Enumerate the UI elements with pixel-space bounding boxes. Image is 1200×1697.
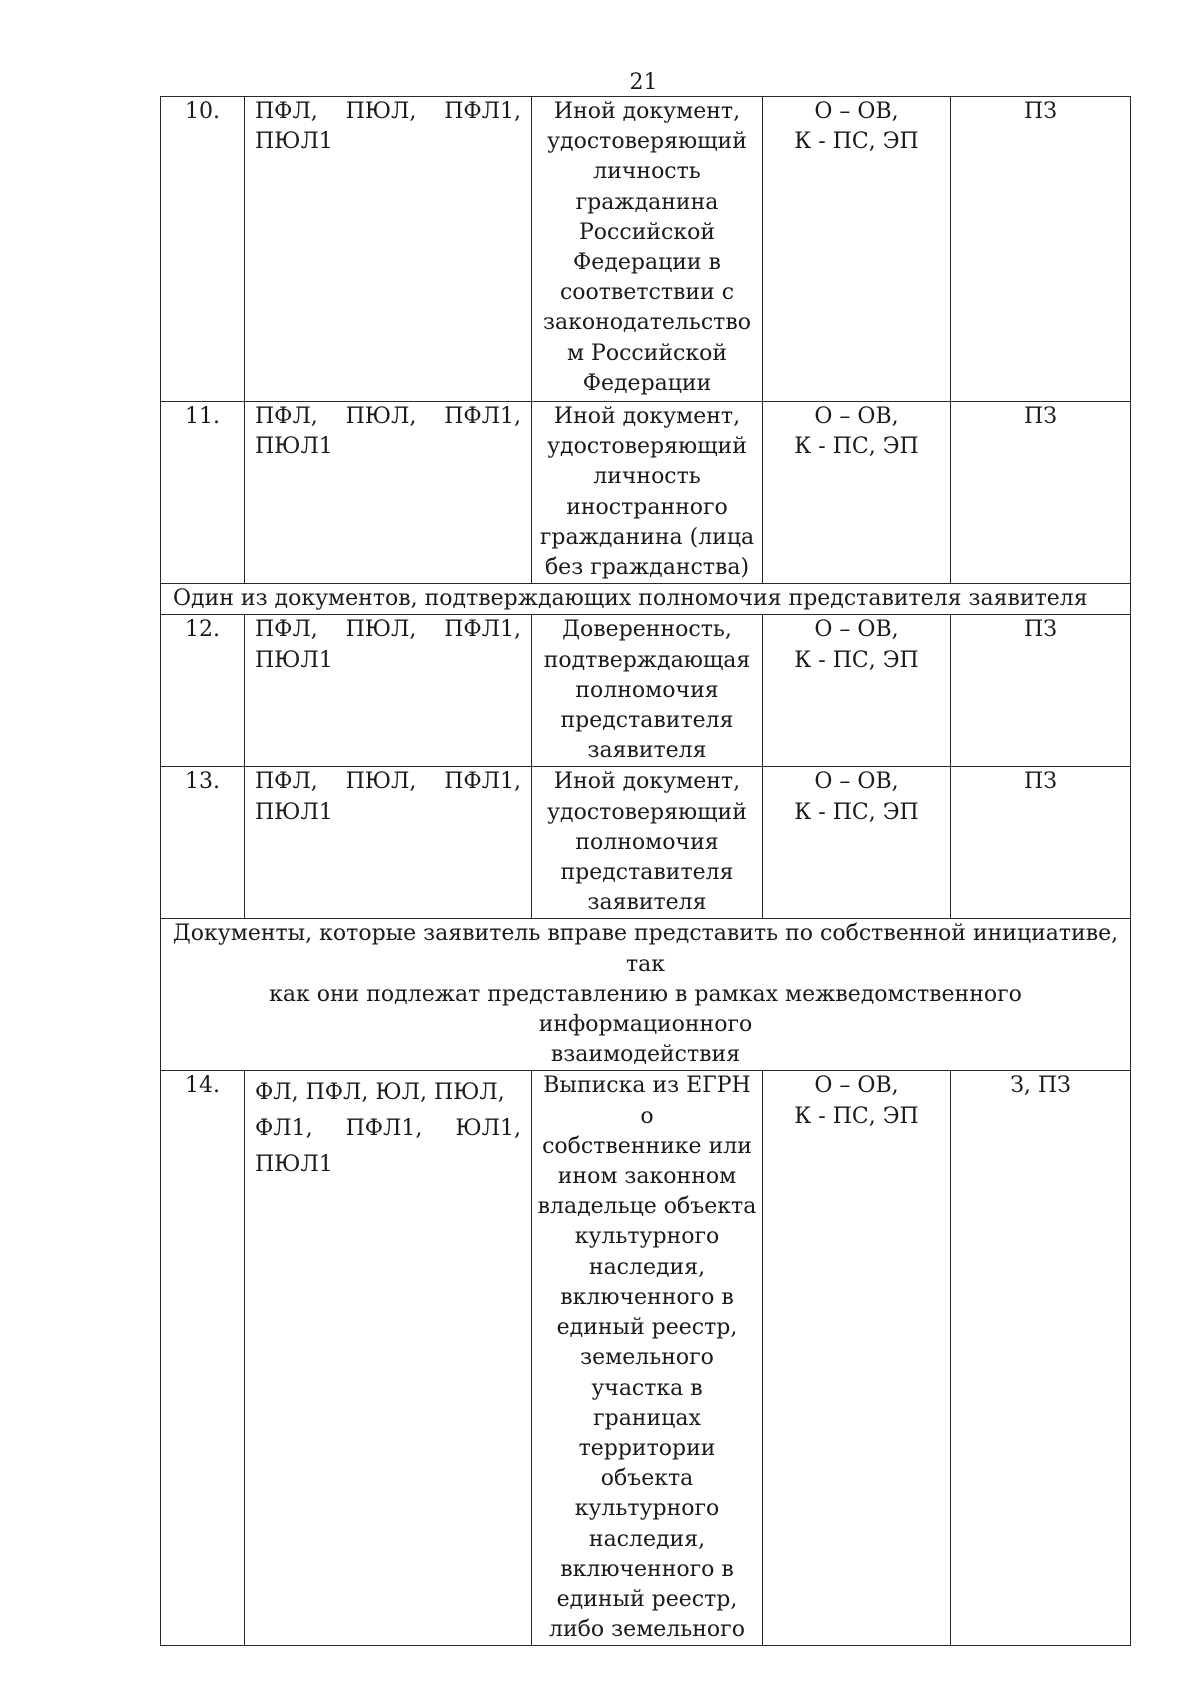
applicant: ЮЛ1,: [455, 1116, 521, 1142]
document-line: участка в: [591, 1375, 703, 1401]
applicant: ПФЛ1,: [345, 1116, 423, 1142]
document-line: наследия,: [588, 1254, 706, 1280]
applicants-line: [255, 615, 521, 645]
document-line: границах: [593, 1405, 701, 1431]
document-line: заявителя: [587, 890, 707, 916]
applicant: ПФЛ1,: [444, 99, 521, 124]
document-line: без гражданства): [544, 555, 750, 581]
code: ПЗ: [1024, 99, 1057, 124]
row-number-cell: [161, 97, 245, 402]
section-line: взаимодействия: [550, 1042, 741, 1068]
form-cell: [763, 767, 951, 919]
applicants-cell: [245, 402, 532, 584]
code-cell: [951, 767, 1131, 919]
section-line: Документы, которые заявитель вправе представить по собственной инициативе, так: [172, 921, 1119, 977]
document-line: Выписка из ЕГРН: [543, 1073, 751, 1099]
document-line: единый реестр,: [556, 1315, 738, 1341]
document-line: Доверенность,: [562, 617, 732, 643]
document-line: единый реестр,: [556, 1586, 738, 1612]
document-line: Иной документ,: [553, 404, 741, 429]
document-line: Иной документ,: [553, 99, 741, 124]
code: ПЗ: [1024, 404, 1057, 429]
applicants-line: [255, 1075, 521, 1111]
applicants-line: [255, 646, 521, 676]
document-line: соответствии с: [559, 280, 735, 306]
document-line: полномочия: [575, 677, 719, 703]
document-line: о: [640, 1103, 654, 1129]
applicants-line: [255, 1147, 521, 1183]
document-line: территории: [578, 1435, 716, 1461]
applicant: ПФЛ1,: [444, 404, 521, 429]
table-row: [161, 615, 1131, 767]
applicant: ПФЛ,: [255, 404, 318, 429]
applicants-line: [255, 798, 521, 828]
applicant: ПЮЛ1: [255, 129, 333, 155]
row-number: 13.: [185, 769, 220, 795]
row-number-cell: [161, 767, 245, 919]
form-line: К - ПС, ЭП: [794, 799, 919, 825]
table-row: [161, 97, 1131, 402]
applicant: ПЮЛ1: [255, 799, 333, 825]
document-line: Иной документ,: [553, 769, 741, 795]
applicants-line: [255, 432, 521, 462]
applicants-line: [255, 767, 521, 797]
document-line: личность: [593, 464, 701, 490]
form-line: О – ОВ,: [814, 404, 899, 429]
applicant: ПЮЛ,: [345, 404, 417, 429]
document-line: представителя: [560, 860, 734, 886]
applicants-line: [255, 127, 521, 157]
applicant: ФЛ1,: [255, 1116, 313, 1142]
form-line: О – ОВ,: [814, 769, 899, 795]
document-line: культурного: [574, 1496, 720, 1522]
document-line: удостоверяющий: [547, 129, 747, 155]
applicant: ПФЛ1,: [444, 769, 521, 795]
section-row: [161, 584, 1131, 615]
applicant: ПФЛ,: [255, 769, 318, 795]
document-line: культурного: [574, 1224, 720, 1250]
form-line: О – ОВ,: [814, 617, 899, 643]
document-line: Российской: [579, 219, 715, 245]
document-line: объекта: [600, 1466, 694, 1492]
applicant: ФЛ, ПФЛ, ЮЛ, ПЮЛ,: [255, 1080, 505, 1106]
applicants-line: [255, 97, 521, 127]
form-cell: [763, 402, 951, 584]
applicants-line: [255, 402, 521, 432]
section-row: [161, 919, 1131, 1071]
form-line: О – ОВ,: [814, 99, 899, 124]
table-row: [161, 767, 1131, 919]
applicant: ПЮЛ1: [255, 434, 333, 460]
form-cell: [763, 97, 951, 402]
document-line: представителя: [560, 708, 734, 734]
code: ПЗ: [1024, 769, 1057, 795]
row-number-cell: [161, 1071, 245, 1646]
form-line: К - ПС, ЭП: [794, 1103, 919, 1129]
form-line: К - ПС, ЭП: [794, 129, 919, 155]
document-line: ином законном: [557, 1164, 737, 1190]
document-cell: [532, 97, 763, 402]
form-line: К - ПС, ЭП: [794, 647, 919, 673]
form-cell: [763, 1071, 951, 1646]
applicants-cell: [245, 97, 532, 402]
applicant: ПФЛ1,: [444, 617, 521, 643]
code-cell: [951, 97, 1131, 402]
document-cell: [532, 615, 763, 767]
document-line: включенного в: [560, 1556, 734, 1582]
code-cell: [951, 1071, 1131, 1646]
page-number: 21: [629, 70, 658, 95]
applicant: ПФЛ,: [255, 99, 318, 124]
row-number-cell: [161, 402, 245, 584]
document-line: заявителя: [587, 738, 707, 764]
document-line: м Российской: [566, 340, 728, 366]
applicant: ПЮЛ1: [255, 1152, 333, 1178]
document-line: либо земельного: [549, 1617, 745, 1643]
section-line: как они подлежат представлению в рамках межведомственного информационного: [269, 981, 1022, 1038]
section-heading-representative: Один из документов, подтверждающих полномочия представителя заявителя: [161, 584, 1131, 615]
form-line: К - ПС, ЭП: [794, 434, 919, 460]
row-number: 10.: [185, 99, 220, 124]
code: З, ПЗ: [1010, 1073, 1071, 1099]
section-heading-initiative: [161, 919, 1131, 1071]
document-line: Федерации в: [573, 250, 721, 276]
document-cell: [532, 767, 763, 919]
document-line: удостоверяющий: [547, 799, 747, 825]
document-line: включенного в: [560, 1284, 734, 1310]
form-line: О – ОВ,: [814, 1073, 899, 1099]
document-line: иностранного: [566, 494, 728, 520]
document-line: подтверждающая: [543, 647, 751, 673]
applicants-cell: [245, 767, 532, 919]
row-number: 11.: [185, 404, 220, 429]
row-number: 12.: [185, 617, 220, 643]
code-cell: [951, 615, 1131, 767]
document-line: удостоверяющий: [547, 434, 747, 460]
document-line: личность: [593, 159, 701, 185]
applicant: ПЮЛ,: [345, 769, 417, 795]
form-cell: [763, 615, 951, 767]
applicant: ПЮЛ1: [255, 647, 333, 673]
table-row: [161, 1071, 1131, 1646]
code: ПЗ: [1024, 617, 1057, 643]
row-number-cell: [161, 615, 245, 767]
document-line: гражданина: [575, 189, 719, 215]
document-line: земельного: [580, 1345, 714, 1371]
document-line: законодательство: [543, 310, 751, 336]
applicants-cell: [245, 615, 532, 767]
table-row: [161, 402, 1131, 584]
document-cell: [532, 1071, 763, 1646]
document-line: собственнике или: [542, 1133, 752, 1159]
document-line: гражданина (лица: [539, 524, 755, 550]
applicant: ПФЛ,: [255, 617, 318, 643]
applicant: ПЮЛ,: [345, 99, 417, 124]
row-number: 14.: [185, 1073, 220, 1099]
applicants-line: [255, 1111, 521, 1147]
documents-table: [160, 96, 1131, 1646]
code-cell: [951, 402, 1131, 584]
document-line: Федерации: [582, 370, 712, 396]
applicants-cell: [245, 1071, 532, 1646]
document-line: наследия,: [588, 1526, 706, 1552]
applicant: ПЮЛ,: [345, 617, 417, 643]
document-cell: [532, 402, 763, 584]
document-line: полномочия: [575, 829, 719, 855]
document-line: владельце объекта: [537, 1194, 757, 1220]
